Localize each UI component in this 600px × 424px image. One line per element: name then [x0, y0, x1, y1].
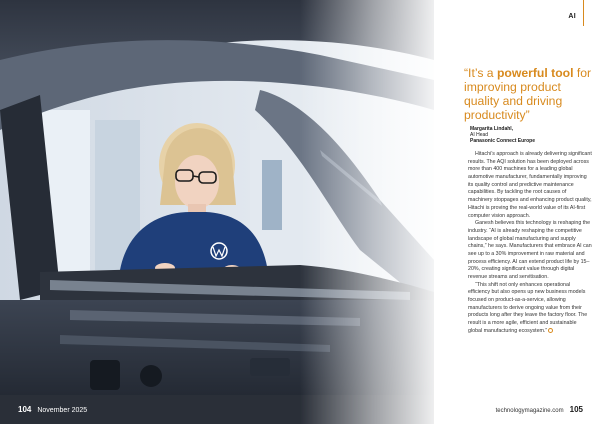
article-body [468, 151, 592, 336]
pull-quote [464, 66, 596, 122]
article-paragraph: Hitachi’s approach is already delivering significant results. The AQI solution has been deployed across more than 400 machines for a leading global automotive manufacturer, fundamentally improving its quality control and predictive maintenance capabilities. By tackling the root causes of machinery stoppages and enhancing product quality, Hitachi is proving the real-world value of its AI-first computer vision approach. [468, 151, 592, 219]
attribution-name: Margarita Lindahl, [470, 126, 514, 132]
website-link[interactable]: technologymagazine.com [495, 408, 564, 414]
section-tag: AI [568, 13, 576, 20]
left-page-number: 104 [18, 405, 32, 414]
pull-quote-highlight: powerful tool [496, 66, 574, 80]
pull-quote-open: “It’s a [464, 66, 497, 80]
attribution-title: AI Head [470, 132, 489, 139]
right-page-footer [496, 405, 583, 414]
quote-attribution [470, 126, 590, 145]
pull-quote-rest: for improving product quality and driving productivity” [464, 66, 592, 122]
issue-date: November 2025 [37, 407, 88, 414]
attribution-company: Panasonic Connect Europe [470, 138, 536, 145]
photo-fade-overlay [300, 0, 434, 424]
right-page [434, 0, 600, 424]
section-tag-rule [583, 0, 584, 26]
article-paragraph: Ganesh believes this technology is reshaping the industry. “AI is already reshaping the competitive landscape of global manufacturing and supply chains,” he says. Manufacturers that embrace AI can see up to a 30% improvement in raw material and process efficiency. AI can extend product life by 15–20%, creating significant value through digital revenue streams and servitisation. [468, 220, 592, 280]
right-page-number: 105 [569, 405, 583, 414]
end-of-article-icon [548, 328, 553, 333]
article-paragraph [468, 282, 592, 336]
left-page-footer [18, 405, 87, 414]
article-paragraph-text: “This shift not only enhances operational efficiency but also opens up new business models focused on product-as-a-service, allowing manufacturers to derive ongoing value from their products long after they leave the factory floor. The result is a more agile, efficient and sustainable global manufacturing ecosystem.” [468, 281, 588, 334]
